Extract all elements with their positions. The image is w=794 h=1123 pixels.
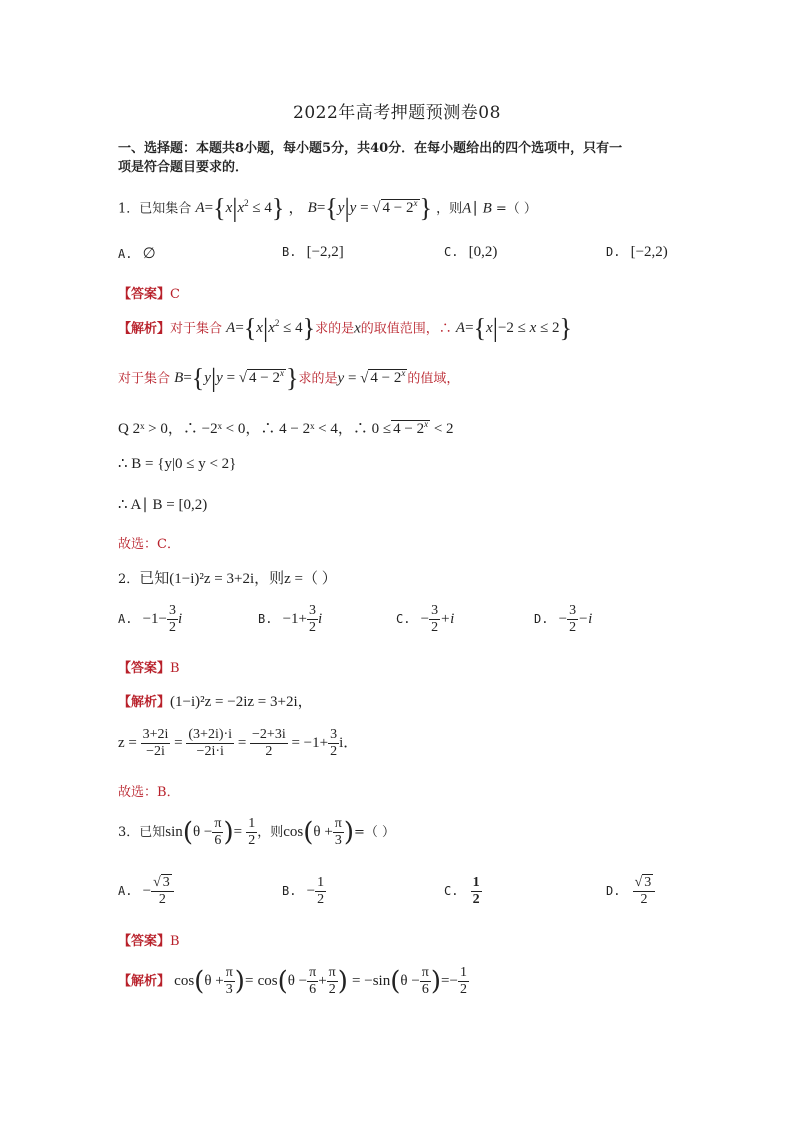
q1-then: ，则: [436, 201, 463, 217]
q1-analysis-line3: Q 2ˣ > 0，∴ −2ˣ < 0，∴ 4 − 2ˣ < 4，∴ $0 \le 4 - 2^x < 2$: [118, 419, 454, 437]
q1-analysis-line4: ∴ B = {y|0 ≤ y < 2}: [118, 456, 237, 472]
q1-analysis-line2: 对于集合 B={y|y = √ $4 - 2^x$}求的是y = √ $4 - 2^x$ 的值域，: [118, 364, 460, 393]
q2-analysis-line1: 【解析】(1−i)²z = −2iz = 3+2i，: [118, 694, 313, 710]
q3-option-d: D. $\frac{√ 3}{2}$: [606, 876, 655, 907]
q2-stem: [118, 567, 337, 588]
q3-option-a: A. − $\frac{√ 3}{2}$: [118, 876, 174, 907]
q3-option-c: C. $\frac{1}{2}$: [444, 875, 480, 907]
q1-option-d: D. [−2,2): [606, 244, 668, 260]
q1-blank: =（ ）: [495, 201, 537, 217]
q1-analysis-line1: 【解析】对于集合 $A=\{x|x^2 \le 4\}$求的是x的取值范围，∴ A={x|−2 ≤ x ≤ 2}: [118, 314, 573, 343]
q1-answer: 【答案】C: [118, 287, 180, 302]
q2-choose: 故选：B．: [118, 785, 180, 800]
q1-option-b: B. [−2,2]: [282, 244, 344, 260]
q1-number: 1．: [118, 201, 140, 217]
q1-stem: 1．已知集合 $A=\{x|x^2 \le 4\}$ ， B={y|y = √ $4 - 2^x$} ，则A∣ B =（ ）: [118, 194, 537, 223]
q3-option-b: B. − $\frac{1}{2}$: [282, 875, 325, 907]
q1-stem-text: 已知集合: [139, 201, 192, 217]
q2-option-a: A. −1− $\frac{3}{2}$ i: [118, 603, 183, 635]
q1-option-a: A. ∅: [118, 246, 156, 262]
q1-option-c: C. [0,2): [444, 244, 498, 260]
q2-stem-text: 已知(1−i)²z = 3+2i，则z =（ ）: [139, 571, 337, 587]
section-heading-line1: 一、选择题：本题共8小题，每小题5分，共40分．在每小题给出的四个选项中，只有一: [118, 141, 623, 156]
q3-number: 3．: [118, 825, 140, 840]
q2-option-d: D. − $\frac{3}{2}$ −i: [534, 603, 593, 635]
q1-set-a: $A=\{x|x^2 \le 4\}$: [195, 194, 285, 223]
q2-analysis-line2: z = $\frac{3+2i}{-2i}$ = $\frac{(3+2i)\cdot i}{-2i\cdot i}$ = $\frac{-2+3i}{2}$ = −1+ $\frac{3}{2}$ i．: [118, 727, 359, 759]
q2-option-b: B. −1+ $\frac{3}{2}$ i: [258, 603, 323, 635]
q2-option-c: C. − $\frac{3}{2}$ +i: [396, 603, 455, 635]
q2-number: 2．: [118, 572, 140, 587]
q3-analysis-line1: 【解析】 cos(θ + $\frac{\pi}{3}$ )= cos(θ − $\frac{\pi}{6}$ + $\frac{\pi}{2}$ ) = −sin(θ − $\frac{\pi}{6}$ )=− $\frac{1}{2}$: [118, 965, 467, 997]
q1-analysis-line5: ∴ A∣ B = [0,2): [118, 497, 208, 513]
q3-stem: 3．已知sin(θ − $\frac{\pi}{6}$ )= $\frac{1}{2}$ ，则cos(θ + $\frac{\pi}{3}$ )=（ ）: [118, 816, 396, 848]
q1-choose: 故选：C．: [118, 537, 180, 552]
q1-set-b: B={y|y = √ $4 - 2^x$}: [307, 194, 432, 223]
page-title: 2022年高考押题预测卷08: [293, 103, 501, 123]
q3-answer: 【答案】B: [118, 934, 180, 949]
q2-answer: 【答案】B: [118, 661, 180, 676]
section-heading-line2: 项是符合题目要求的．: [118, 160, 249, 175]
